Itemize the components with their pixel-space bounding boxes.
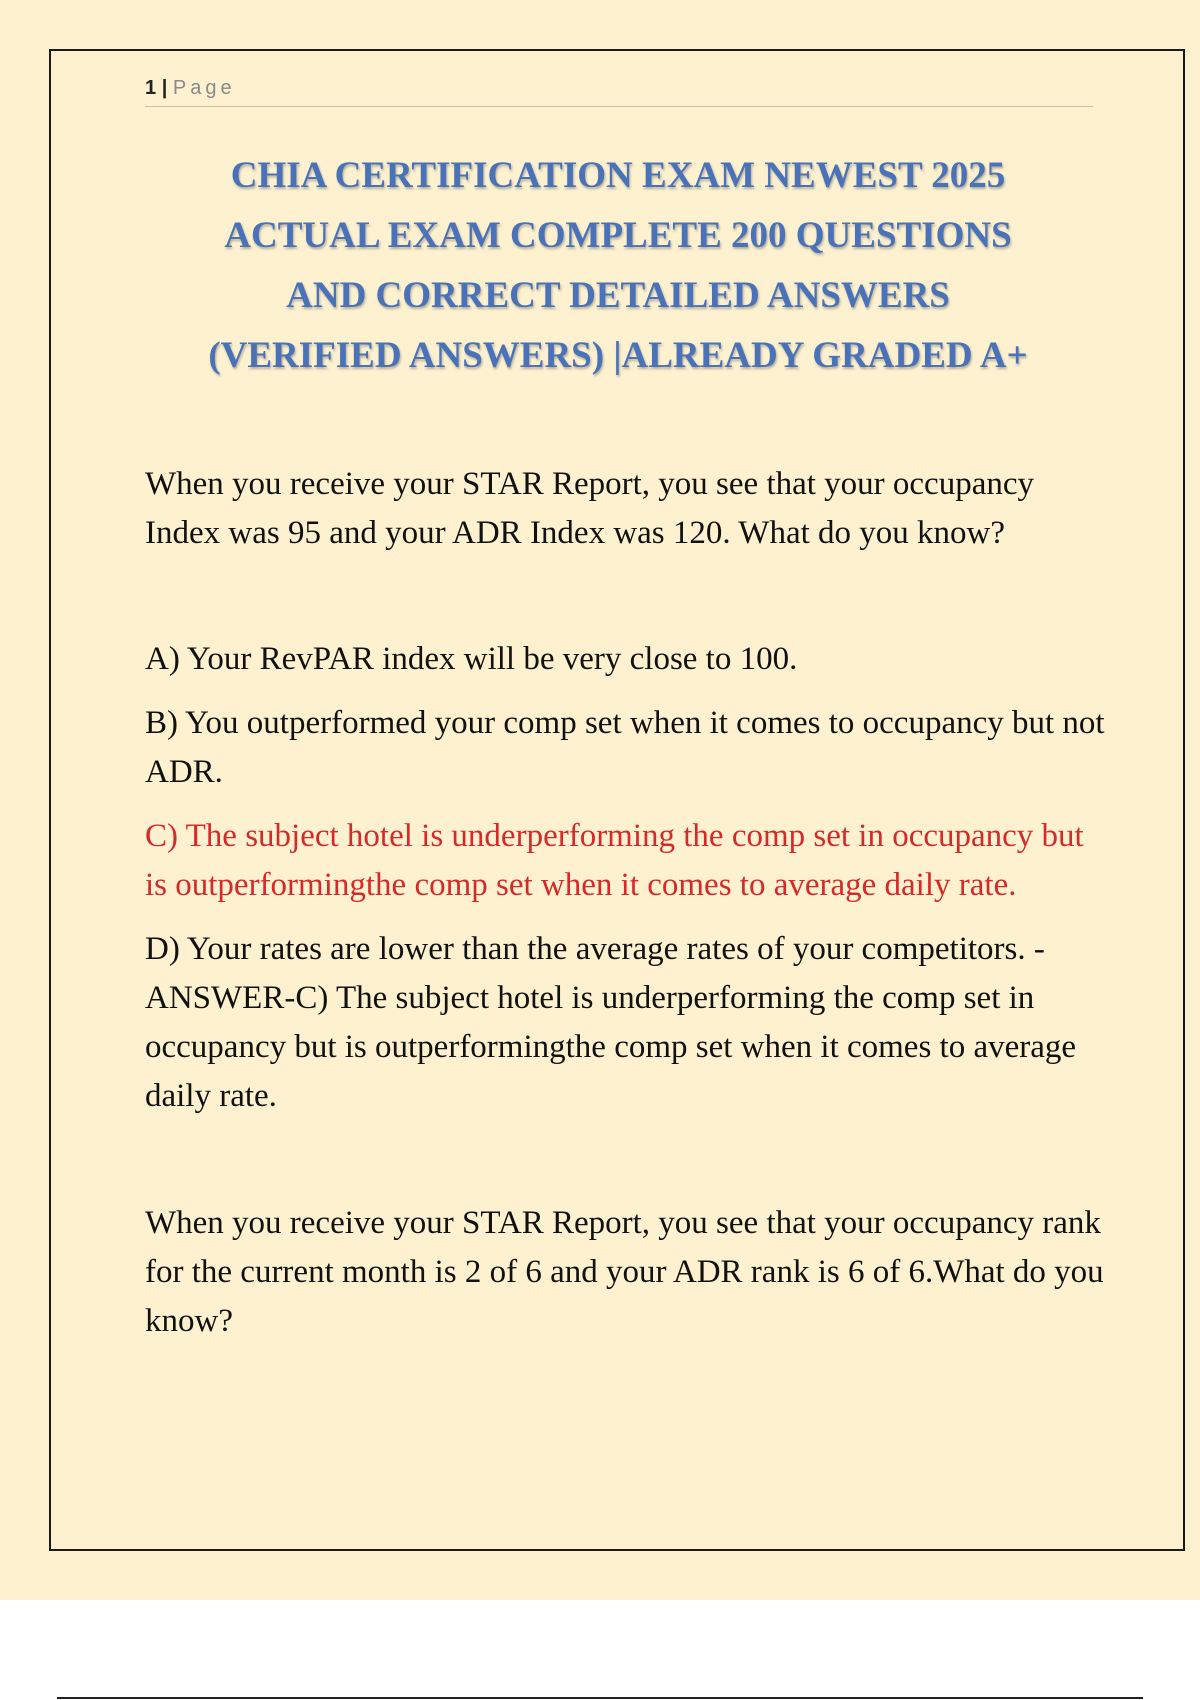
page-label: Page xyxy=(172,77,236,99)
document-body xyxy=(145,460,1105,1346)
option-b: B) You outperformed your comp set when it comes to occupancy but not ADR. xyxy=(145,705,1105,790)
page-number: 1 xyxy=(145,77,157,99)
page-header xyxy=(145,74,1093,107)
header-separator: | xyxy=(161,77,168,99)
option-a: A) Your RevPAR index will be very close to 100. xyxy=(145,641,798,677)
title-line: (VERIFIED ANSWERS) |ALREADY GRADED A+ xyxy=(208,335,1028,376)
title-line: CHIA CERTIFICATION EXAM NEWEST 2025 xyxy=(230,155,1006,196)
question-1-text: When you receive your STAR Report, you see that your occupancy Index was 95 and your ADR Index was 120. What do you know? xyxy=(145,466,1035,551)
option-d-with-answer: D) Your rates are lower than the average rates of your competitors. - ANSWER-C) The subject hotel is underperforming the comp set in occupancy but is outperformingthe comp set when it comes to average daily rate. xyxy=(145,931,1077,1114)
title-line: AND CORRECT DETAILED ANSWERS xyxy=(286,275,950,316)
title-line: ACTUAL EXAM COMPLETE 200 QUESTIONS xyxy=(224,215,1012,256)
document-title xyxy=(100,146,1136,386)
option-c-correct: C) The subject hotel is underperforming the comp set in occupancy but is outperformingthe comp set when it comes to average daily rate. xyxy=(145,818,1084,903)
question-2-text: When you receive your STAR Report, you see that your occupancy rank for the current month is 2 of 6 and your ADR rank is 6 of 6.What do you know? xyxy=(145,1205,1104,1339)
footer-divider xyxy=(57,1697,1143,1699)
